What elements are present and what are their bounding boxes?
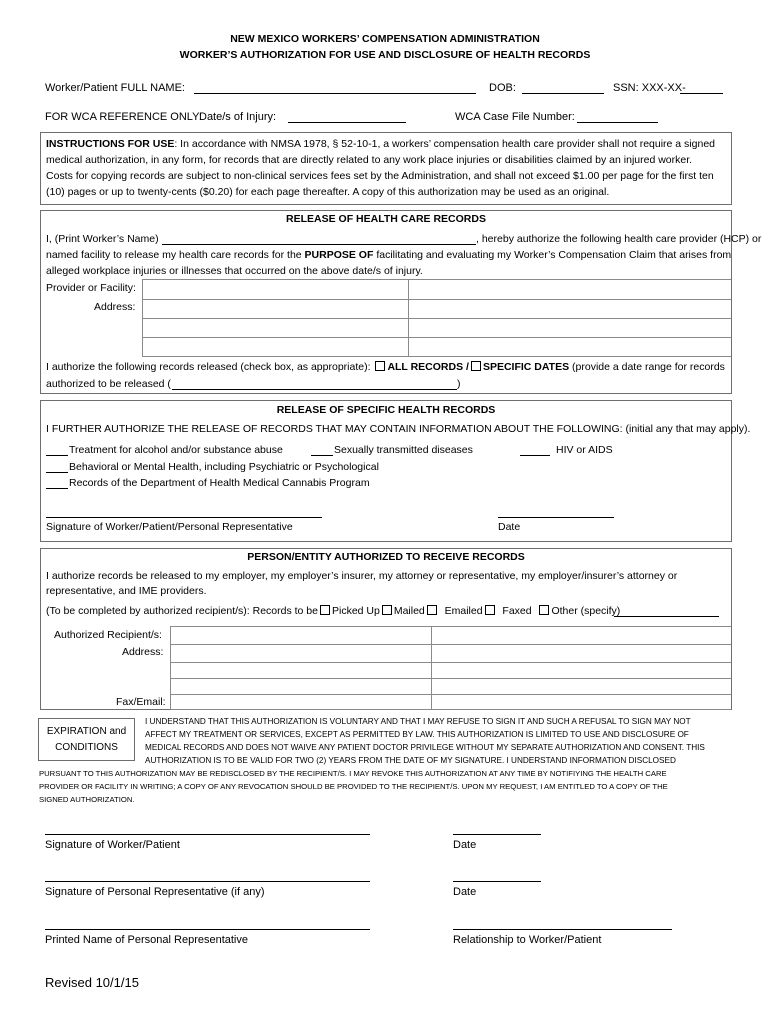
wca-file-label: WCA Case File Number: (455, 111, 575, 123)
instructions-box (40, 132, 732, 205)
release-specific-records-section (40, 400, 751, 542)
instructions-line2: medical authorization, in any form, for records that are directly related to any work place injuries or disabilities claimed by an injured worker. (46, 154, 693, 166)
rep-signature-line[interactable] (45, 881, 370, 882)
other-checkbox[interactable] (539, 605, 549, 615)
recipient-heading: PERSON/ENTITY AUTHORIZED TO RECEIVE RECORDS (247, 551, 525, 563)
worker-date-label: Date (453, 839, 477, 851)
conditions-text-2: AFFECT MY TREATMENT OR SERVICES, EXCEPT AS PERMITTED BY LAW. THIS AUTHORIZATION IS LIMITED TO USE AND DISCLOSURE OF (145, 730, 689, 739)
alleged-injuries-text: alleged workplace injuries or illnesses that occurred on the above date/s of injury. (46, 265, 423, 277)
form-title: WORKER’S AUTHORIZATION FOR USE AND DISCLOSURE OF HEALTH RECORDS (179, 49, 591, 61)
released-range-field[interactable] (172, 377, 457, 390)
conditions-text-5: PURSUANT TO THIS AUTHORIZATION MAY BE REDISCLOSED BY THE RECIPIENT/S. I MAY REVOKE THIS AUTHORIZATION AT ANY TIME BY NOTIFIYING THE HEALTH CARE (39, 769, 667, 778)
cannabis-initial-field[interactable] (46, 476, 68, 489)
faxed-label: Faxed (502, 605, 532, 617)
recipient-address-line-2[interactable] (170, 678, 731, 679)
instructions-text-1: : In accordance with NMSA 1978, § 52-10-1, a workers’ compensation health care provider shall not require a signed (174, 138, 716, 150)
ssn-field[interactable] (680, 81, 723, 94)
ssn-label: SSN: XXX-XX- (613, 82, 686, 94)
print-name-label: I, (Print Worker’s Name) (46, 233, 159, 245)
mental-health-item: Behavioral or Mental Health, including Psychiatric or Psychological (69, 461, 379, 473)
alcohol-initial-field[interactable] (46, 443, 68, 456)
recipient-address-line-1[interactable] (170, 662, 731, 663)
patient-name-label: Worker/Patient FULL NAME: (45, 82, 185, 94)
purpose-text-a: named facility to release my health care records for the (46, 249, 302, 261)
specific-dates-checkbox[interactable] (471, 361, 481, 371)
dob-label: DOB: (489, 82, 516, 94)
recipient-grid-divider (431, 626, 432, 709)
print-worker-name-field[interactable] (162, 232, 476, 245)
recipient-text-2: representative, and IME providers. (46, 585, 207, 597)
expiration-label-2: CONDITIONS (55, 742, 118, 753)
rep-signature-label: Signature of Personal Representative (if any) (45, 886, 265, 898)
wca-reference-label: FOR WCA REFERENCE ONLY: (45, 111, 202, 123)
address-field-line-2[interactable] (142, 337, 731, 338)
records-slash: / (466, 361, 469, 373)
cannabis-item: Records of the Department of Health Medical Cannabis Program (69, 477, 370, 489)
rep-date-label: Date (453, 886, 477, 898)
release-health-records-section (40, 210, 762, 394)
fax-email-line[interactable] (170, 709, 731, 710)
authorize-hcp-text: , hereby authorize the following health care provider (HCP) or (476, 233, 762, 245)
alcohol-item: Treatment for alcohol and/or substance abuse (69, 444, 283, 456)
mental-initial-field[interactable] (46, 460, 68, 473)
recipient-address-label: Address: (122, 646, 164, 658)
provider-grid-left (142, 279, 143, 356)
hiv-initial-field[interactable] (520, 443, 550, 456)
provider-grid-top (142, 279, 731, 280)
specific-date-label: Date (498, 521, 521, 533)
recipient-address-line-3[interactable] (170, 694, 731, 695)
picked-up-label: Picked Up (331, 605, 380, 617)
relationship-line[interactable] (453, 929, 672, 930)
authorize-records-text: I authorize the following records released (check box, as appropriate): (46, 361, 371, 373)
worker-signature-label: Signature of Worker/Patient (45, 839, 180, 851)
further-authorize-text: I FURTHER AUTHORIZE THE RELEASE OF RECORDS THAT MAY CONTAIN INFORMATION ABOUT THE FOLLOWING: (initial any that may apply). (46, 423, 751, 435)
conditions-text-6: PROVIDER OR FACILITY IN WRITING; A COPY OF ANY REVOCATION SHOULD BE PROVIDED TO THE RECIPIENT/S. UPON MY REQUEST, I AM ENTITLED TO A COPY OF THE (39, 782, 668, 791)
conditions-text-4: AUTHORIZATION IS TO BE VALID FOR TWO (2) YEARS FROM THE DATE OF MY SIGNATURE. I UNDERSTAND INFORMATION DISCLOSED (145, 756, 676, 765)
other-specify-field[interactable] (614, 604, 719, 617)
recipient-grid-left (170, 626, 171, 709)
released-range-label: authorized to be released ( (46, 378, 171, 390)
address-field-line-3[interactable] (142, 356, 731, 357)
worker-date-line[interactable] (453, 834, 541, 835)
relationship-label: Relationship to Worker/Patient (453, 934, 602, 946)
revised-date: Revised 10/1/15 (45, 975, 139, 990)
provider-label: Provider or Facility: (46, 282, 136, 294)
mailed-checkbox[interactable] (382, 605, 392, 615)
other-label: Other (specify) (551, 605, 621, 617)
std-initial-field[interactable] (311, 443, 333, 456)
provider-grid-divider (408, 279, 409, 356)
delivery-method-line (46, 604, 620, 619)
emailed-checkbox[interactable] (427, 605, 437, 615)
recipient-text-1: I authorize records be released to my employer, my employer’s insurer, my attorney or representative, my employer/insurer’s attorney or (46, 570, 678, 582)
address-label: Address: (94, 301, 136, 313)
completed-by-label: (To be completed by authorized recipient/s): Records to be (46, 605, 318, 617)
wca-file-field[interactable] (577, 110, 658, 123)
all-records-label: ALL RECORDS (387, 361, 464, 373)
faxed-checkbox[interactable] (485, 605, 495, 615)
purpose-line (46, 248, 731, 263)
release-health-heading: RELEASE OF HEALTH CARE RECORDS (286, 213, 486, 225)
provider-field-line[interactable] (142, 299, 731, 300)
worker-signature-line[interactable] (45, 834, 370, 835)
specific-date-line[interactable] (498, 517, 614, 518)
print-name-line (46, 232, 159, 247)
recipients-label: Authorized Recipient/s: (54, 629, 162, 641)
hiv-item: HIV or AIDS (556, 444, 613, 456)
all-records-checkbox[interactable] (375, 361, 385, 371)
release-specific-heading: RELEASE OF SPECIFIC HEALTH RECORDS (276, 404, 496, 416)
dob-field[interactable] (522, 81, 604, 94)
released-range-close: ) (457, 378, 461, 390)
authorize-records-line (46, 360, 725, 375)
emailed-label: Emailed (444, 605, 483, 617)
rep-date-line[interactable] (453, 881, 541, 882)
printed-name-label: Printed Name of Personal Representative (45, 934, 248, 946)
recipient-grid-top (170, 626, 731, 627)
fax-email-label: Fax/Email: (116, 696, 166, 708)
instructions-line1 (46, 137, 715, 152)
address-field-line-1[interactable] (142, 318, 731, 319)
purpose-bold: PURPOSE OF (304, 249, 374, 261)
released-range-line (46, 377, 171, 392)
instructions-heading: INSTRUCTIONS FOR USE (46, 138, 175, 150)
injury-date-field[interactable] (288, 110, 406, 123)
expiration-label-1: EXPIRATION and (46, 726, 127, 737)
mailed-label: Mailed (393, 605, 425, 617)
std-item: Sexually transmitted diseases (334, 444, 473, 456)
authorized-recipient-section (40, 548, 732, 710)
purpose-text-c: facilitating and evaluating my Worker’s Compensation Claim that arises from (376, 249, 732, 261)
instructions-line3: Costs for copying records are subject to non-clinical services fees set by the Administration, and shall not exceed $1.00 per page for the first ten (46, 170, 714, 182)
patient-name-field[interactable] (194, 81, 476, 94)
date-range-text: (provide a date range for records (572, 361, 725, 373)
printed-name-line[interactable] (45, 929, 370, 930)
picked-up-checkbox[interactable] (320, 605, 330, 615)
conditions-text-1: I UNDERSTAND THAT THIS AUTHORIZATION IS VOLUNTARY AND THAT I MAY REFUSE TO SIGN IT AND SUCH A REFUSAL TO SIGN MAY NOT (145, 717, 691, 726)
conditions-text-7: SIGNED AUTHORIZATION. (39, 795, 135, 804)
agency-title: NEW MEXICO WORKERS’ COMPENSATION ADMINISTRATION (230, 33, 540, 45)
specific-signature-label: Signature of Worker/Patient/Personal Representative (46, 521, 293, 533)
specific-dates-label: SPECIFIC DATES (482, 361, 570, 373)
specific-signature-line[interactable] (46, 517, 322, 518)
instructions-line4: (10) pages or up to twenty-cents ($0.20) for each page thereafter. A copy of this authorization may be used as an original. (46, 186, 610, 198)
conditions-text-3: MEDICAL RECORDS AND DOES NOT WAIVE ANY PATIENT DOCTOR PRIVILEGE WITHOUT MY SEPARATE AUTHORIZATION AND CONSENT. THIS (145, 743, 705, 752)
recipient-field-line[interactable] (170, 644, 731, 645)
expiration-conditions-box (38, 718, 135, 761)
injury-date-label: Date/s of Injury: (199, 111, 277, 123)
